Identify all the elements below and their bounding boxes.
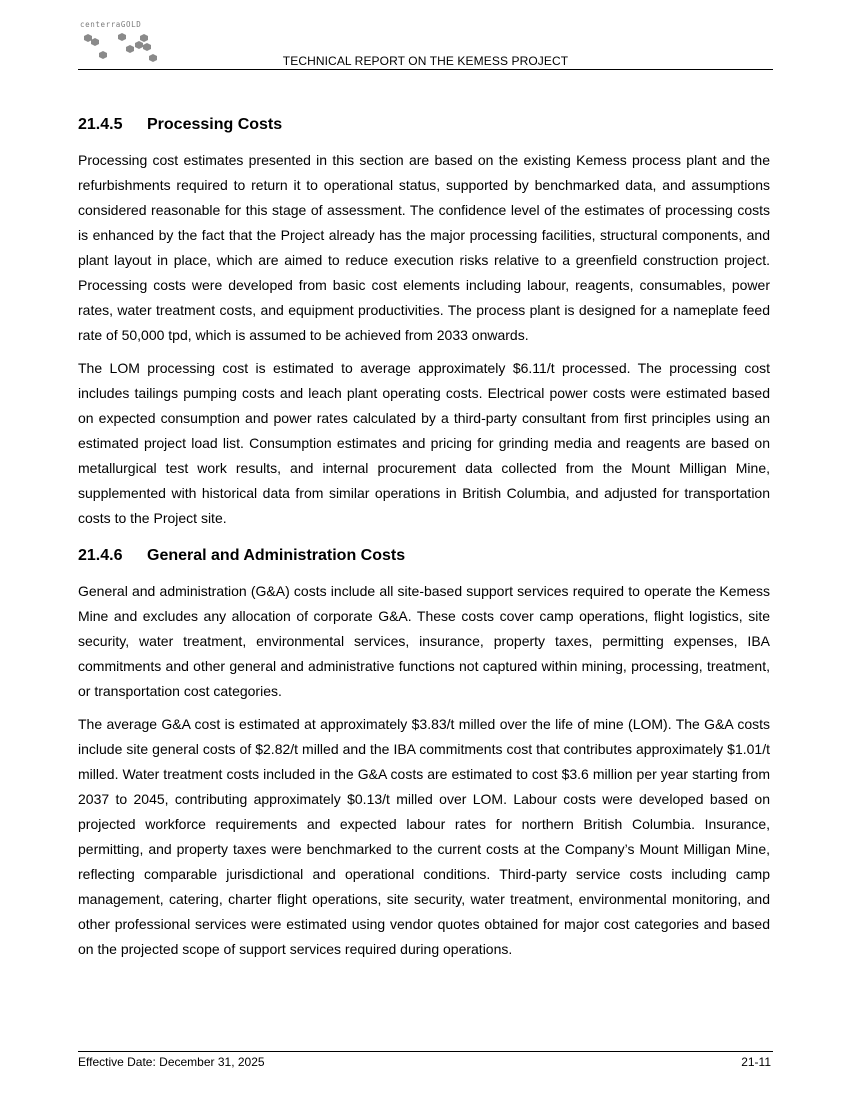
section-title: Processing Costs [147,116,283,133]
effective-date: Effective Date: December 31, 2025 [78,1055,265,1069]
footer-divider [78,1051,773,1052]
report-title: TECHNICAL REPORT ON THE KEMESS PROJECT [282,54,569,68]
paragraph: The LOM processing cost is estimated to average approximately $6.11/t processed. The processing cost includes tailings pumping costs and leach plant operating costs. Electrical power costs were estimated based on expected consumption and power rates calculated by a third-party consultant from first principles using an estimated project load list. Consumption estimates and pricing for grinding media and reagents are based on metallurgical test work results, and internal procurement data collected from the Mount Milligan Mine, supplemented with historical data from similar operations in British Columbia, and adjusted for transportation costs to the Project site. [78,360,770,526]
section-heading [78,545,770,567]
section-number: 21.4.6 [78,547,123,564]
paragraph: General and administration (G&A) costs include all site-based support services required to operate the Kemess Mine and excludes any allocation of corporate G&A. These costs cover camp operations, flight logistics, site security, water treatment, environmental services, insurance, property taxes, permitting expenses, IBA commitments and other general and administrative functions not captured within mining, processing, treatment, or transportation cost categories. [78,583,770,699]
page-body [78,114,770,970]
section-processing-costs [78,114,770,531]
section-title: General and Administration Costs [147,547,406,564]
logo-wordmark: centerraGOLD [80,20,142,29]
section-ga-costs [78,545,770,962]
header-divider [78,69,773,70]
page-number: 21-11 [741,1055,771,1069]
section-heading [78,114,770,136]
paragraph: Processing cost estimates presented in this section are based on the existing Kemess process plant and the refurbishments required to return it to operational status, supported by benchmarked data, and assumptions considered reasonable for this stage of assessment. The confidence level of the estimates of processing costs is enhanced by the fact that the Project already has the major processing facilities, structural components, and plant layout in place, which are aimed to reduce execution risks relative to a greenfield construction project. Processing costs were developed from basic cost elements including labour, reagents, consumables, power rates, water treatment costs, and equipment productivities. The process plant is designed for a nameplate feed rate of 50,000 tpd, which is assumed to be achieved from 2033 onwards. [78,152,770,343]
paragraph: The average G&A cost is estimated at approximately $3.83/t milled over the life of mine (LOM). The G&A costs include site general costs of $2.82/t milled and the IBA commitments cost that contributes approximately $1.01/t milled. Water treatment costs included in the G&A costs are estimated to cost $3.6 million per year starting from 2037 to 2045, contributing approximately $0.13/t milled over LOM. Labour costs were developed based on projected workforce requirements and expected labour rates for northern British Columbia. Insurance, permitting, and property taxes were benchmarked to the current costs at the Company’s Mount Milligan Mine, reflecting comparable jurisdictional and operational conditions. Third-party service costs including camp management, catering, charter flight operations, site security, water treatment, environmental monitoring, and other professional services were estimated using vendor quotes obtained for major cost categories and based on the projected scope of support services required during operations. [78,716,770,957]
section-number: 21.4.5 [78,116,123,133]
